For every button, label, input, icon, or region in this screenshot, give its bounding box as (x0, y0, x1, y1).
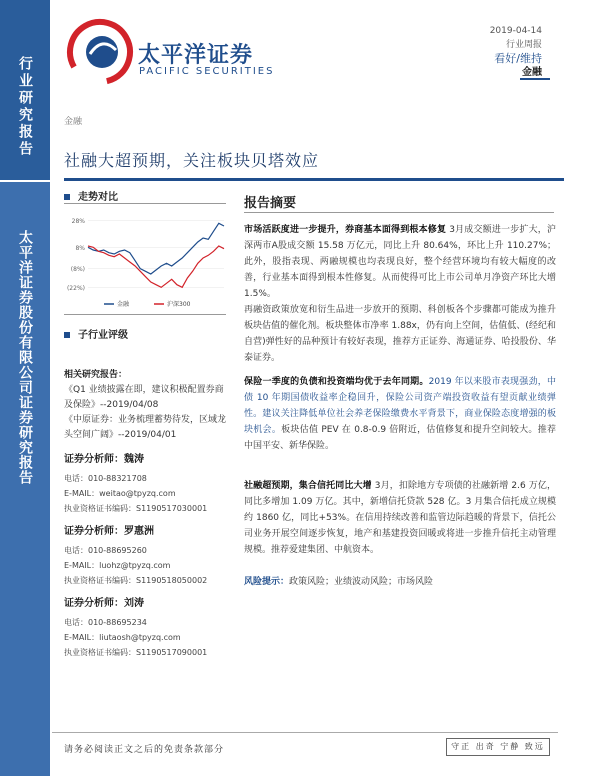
analyst-phone: 电话：010-88321708 (64, 474, 147, 483)
analyst-name: 证券分析师：魏涛 (64, 454, 144, 465)
related-item[interactable]: 《中原证券：业务梳理蓄势待发，区域龙头空间广阔》--2019/04/01 (64, 415, 227, 440)
company-logo (64, 16, 136, 88)
y-tick-label: (8%) (70, 266, 85, 274)
legend-label: 沪深300 (167, 301, 191, 308)
report-category-vertical: 行业研究报告 (17, 56, 33, 158)
analyst-email[interactable]: E-MAIL：luohz@tpyzq.com (64, 561, 171, 570)
analyst-phone: 电话：010-88695234 (64, 618, 147, 627)
summary-paragraph-1b: 再融资政策放宽和衍生品进一步放开的预期、科创板各个步骤都可能成为推升板块估值的催化剂。板块整体市净率 1.88x，仍有向上空间，估值低、(经纪和自营)弹性好的品种预计有较好表现，推荐方正证券、海通证券、哈投股份、华泰证券。 (244, 305, 556, 363)
brand-name-cn: 太平洋证券 (138, 43, 254, 68)
legend-label: 金融 (117, 301, 130, 308)
summary-heading: 报告摘要 (244, 196, 297, 211)
trend-divider (64, 203, 226, 204)
related-reports (64, 368, 230, 443)
analyst-email[interactable]: E-MAIL：liutaosh@tpyzq.com (64, 633, 181, 642)
paragraph-lead: 保险一季度的负债和投资端均优于去年同期。 (244, 377, 429, 387)
summary-divider (244, 212, 554, 213)
related-item[interactable]: 《Q1 业绩披露在即，建议积极配置券商及保险》--2019/04/08 (64, 385, 224, 410)
summary-paragraph-3: 社融超预期，集合信托同比大增 3月，扣除地方专项债的社融新增 2.6 万亿，同比多增加 1.09 万亿。其中，新增信托贷款 528 亿。3 月集合信托成立规模约 1860 亿，同比+53%。在信用持续改善和监管边际趋暖的背景下，信托公司业务开展空间逐步恢复，地产和基建投资回暖或将进一步推升信托主动管理规模。推荐爱建集团、中航资本。 (244, 481, 556, 555)
trend-chart (64, 208, 230, 310)
header-meta (490, 24, 542, 80)
company-name-vertical: 太平洋证券股份有限公司证券研究报告 (17, 230, 33, 485)
analyst-block (64, 596, 234, 660)
report-type: 行业周报 (505, 40, 542, 50)
disclaimer-text: 请务必阅读正文之后的免责条款部分 (64, 745, 225, 755)
analyst-name: 证券分析师：刘涛 (64, 598, 144, 609)
analyst-email[interactable]: E-MAIL：weitao@tpyzq.com (64, 489, 176, 498)
title-divider (64, 178, 564, 181)
y-tick-label: 8% (75, 244, 85, 252)
left-band-bottom (0, 182, 50, 776)
analyst-cert: 执业资格证书编码：S1190518050002 (64, 576, 208, 585)
rating: 看好/维持 (494, 52, 542, 65)
paragraph-lead: 社融超预期，集合信托同比大增 (244, 481, 372, 491)
paragraph-lead: 市场活跃度进一步提升，券商基本面得到根本修复 (244, 225, 447, 235)
header-accent-line (520, 78, 550, 80)
motto-stamp: 守正 出奇 宁静 致远 (446, 738, 550, 756)
risk-notice: 风险提示：政策风险；业绩波动风险；市场风险 (244, 577, 434, 587)
left-band (0, 0, 50, 776)
report-date: 2019-04-14 (489, 26, 542, 36)
summary-paragraph-1: 市场活跃度进一步提升，券商基本面得到根本修复 3月成交额进一步扩大，沪深两市A股成交额 15.58 万亿元，同比上升 80.64%，环比上升 110.27%；此外，股指表现、两融规模也均表现良好，整个经营环境均有较大幅度的改善，行业基本面得到根本性修复。从而使得可比上市公司单月净资产环比大增 1.5%。 (244, 225, 556, 299)
footer-divider (52, 732, 558, 733)
page-title: 社融大超预期，关注板块贝塔效应 (64, 151, 320, 170)
chart-divider (64, 314, 226, 315)
analyst-name: 证券分析师：罗惠洲 (64, 526, 154, 537)
analyst-cert: 执业资格证书编码：S1190517090001 (64, 648, 208, 657)
square-bullet-icon (64, 194, 70, 200)
y-tick-label: (22%) (66, 284, 85, 292)
brand-name-en: PACIFIC SECURITIES (139, 66, 275, 77)
analyst-block (64, 524, 234, 588)
trend-heading: 走势对比 (64, 188, 118, 203)
related-heading: 相关研究报告： (64, 370, 128, 380)
square-bullet-icon (64, 332, 70, 338)
risk-label: 风险提示： (244, 577, 290, 587)
summary-paragraph-2: 保险一季度的负债和投资端均优于去年同期。2019 年以来股市表现强劲，中债 10 年期国债收益率企稳回升，保险公司资产端投资收益有望贡献业绩弹性。建议关注降低单位社会养老保险缴费水平背景下，商业保险态度增强的板块机会。板块估值 PEV 在 0.8-0.9 倍附近，估值修复和提升空间较大。推荐中国平安、新华保险。 (244, 377, 556, 451)
y-tick-label: 28% (71, 218, 85, 226)
left-band-top (0, 0, 50, 180)
subindustry-heading: 子行业评级 (64, 326, 128, 341)
sector: 金融 (522, 67, 542, 78)
analyst-phone: 电话：010-88695260 (64, 546, 147, 555)
breadcrumb: 金融 (64, 117, 83, 127)
series-line-finance (88, 223, 224, 274)
analyst-block (64, 452, 234, 516)
analyst-cert: 执业资格证书编码：S1190517030001 (64, 504, 208, 513)
